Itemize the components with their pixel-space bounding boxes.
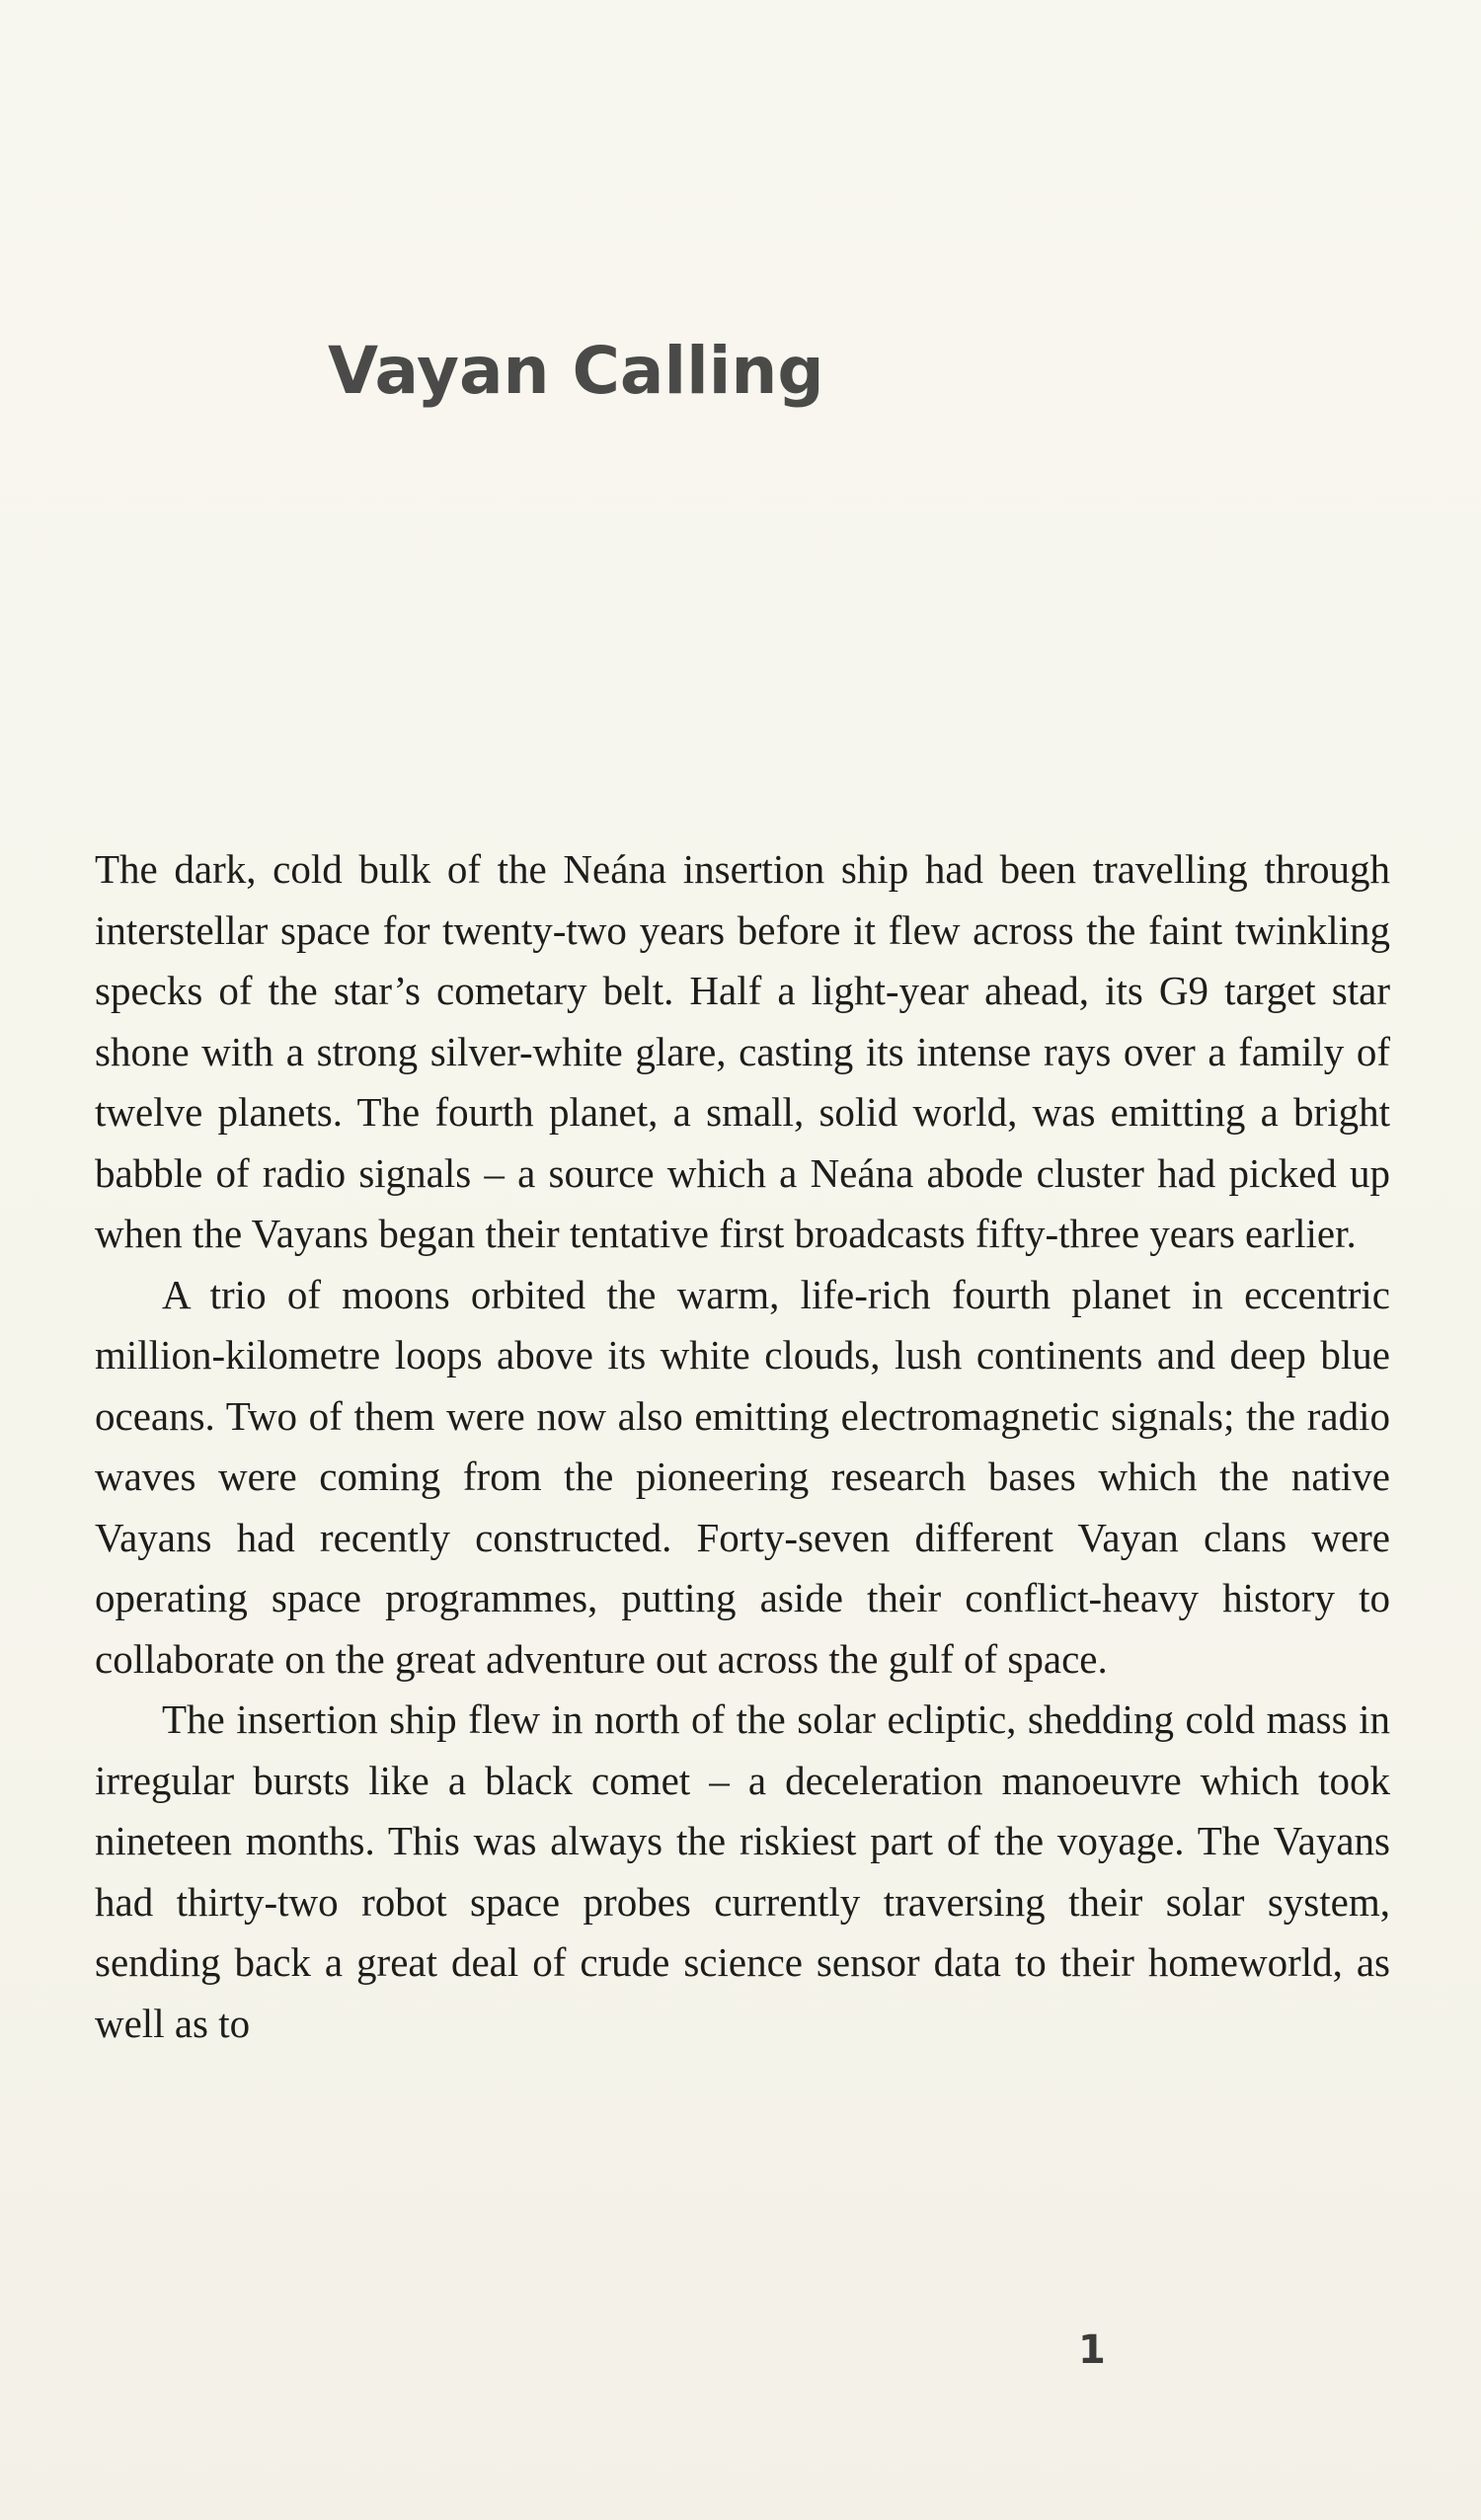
page-number: 1 (1078, 2327, 1106, 2373)
chapter-title: Vayan Calling (328, 333, 824, 409)
chapter-body (95, 839, 1390, 2054)
paragraph: A trio of moons orbited the warm, life-rich fourth planet in eccentric million-kilometre loops above its white clouds, lush continents and deep blue oceans. Two of them were now also emitting electromagnetic signals; the radio waves were coming from the pioneering research bases which the native Vayans had recently constructed. Forty-seven different Vayan clans were operating space programmes, putting aside their conflict-heavy history to collaborate on the great adventure out across the gulf of space. (95, 1271, 1390, 1682)
paragraph: The insertion ship flew in north of the solar ecliptic, shedding cold mass in irregular bursts like a black comet – a deceleration manoeuvre which took nineteen months. This was always the riskiest part of the voyage. The Vayans had thirty-two robot space probes currently traversing their solar system, sending back a great deal of crude science sensor data to their homeworld, as well as to (95, 1696, 1390, 2046)
paragraph: The dark, cold bulk of the Neána insertion ship had been travelling through interstellar space for twenty-two years before it flew across the faint twinkling specks of the star’s cometary belt. Half a light-year ahead, its G9 target star shone with a strong silver-white glare, casting its intense rays over a family of twelve planets. The fourth planet, a small, solid world, was emitting a bright babble of radio signals – a source which a Neána abode cluster had picked up when the Vayans began their tentative first broadcasts fifty-three years earlier. (95, 846, 1390, 1256)
